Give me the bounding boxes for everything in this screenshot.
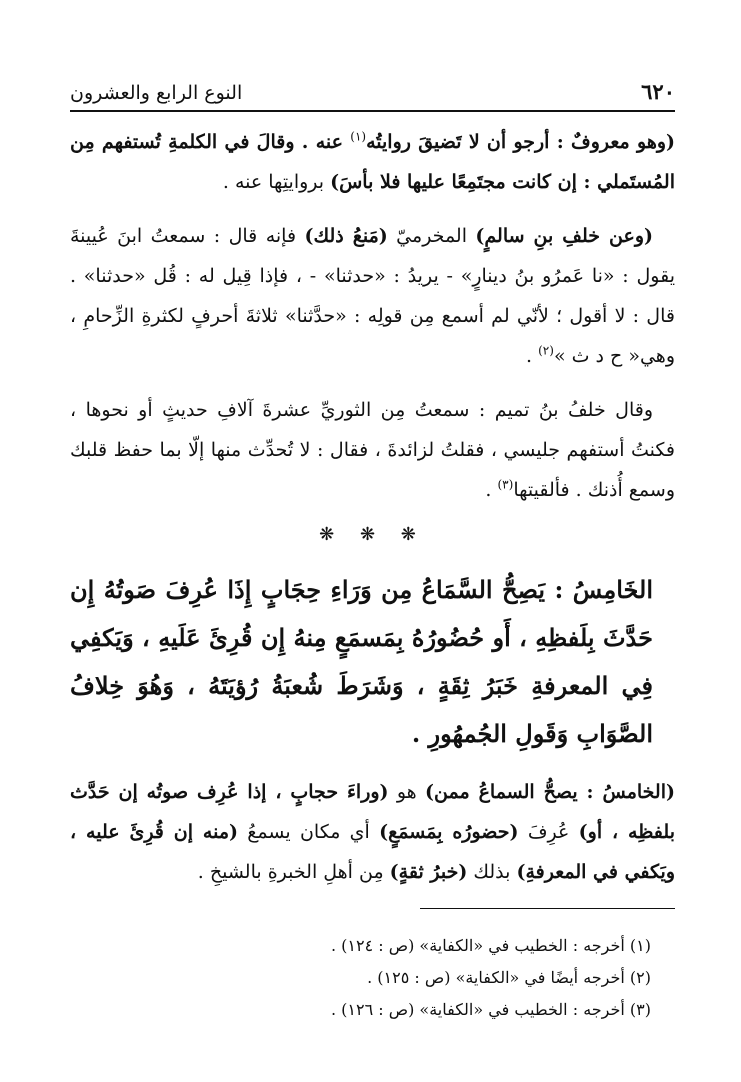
bold-text-run: (وراءَ حجابٍ ، إذا عُرِف صوتُه إن حَدَّث بلفظِه ، أو) bbox=[70, 781, 675, 843]
bold-text-run: عنه . وقالَ في الكلمةِ تُستفهم مِن المُستَملي : إن كانت مجتَمِعًا عليها فلا بأسَ) bbox=[70, 131, 675, 193]
text-run: هو bbox=[388, 781, 426, 803]
main-text-matn: الخَامِسُ : يَصِحُّ السَّمَاعُ مِن وَرَاءِ حِجَابٍ إِذَا عُرِفَ صَوتُهُ إِن حَدَّثَ بِلَفظِهِ ، أَو حُضُورُهُ بِمَسمَعٍ مِنهُ إِن قُرِئَ عَلَيهِ ، وَيَكفِي فِي المعرفةِ خَبَرُ ثِقَةٍ ، وَشَرَطَ شُعبَةُ رُؤيَتَهُ ، وَهُوَ خِلافُ الصَّوَابِ وَقَولِ الجُمهُورِ . bbox=[70, 575, 653, 748]
text-run: فإنه قال : سمعتُ ابنَ عُيينةَ يقول : «نا عَمرُو بنُ دينارٍ» - يريدُ : «حدثنا» - ، فإذا قِيل له : قُل «حدثنا» . قال : لا أقول ؛ لأنّي لم أسمع مِن قولِه : «حدَّثنا» ثلاثةَ أحرفٍ لكثرةِ الزِّحامِ ، وهي« ح د ث » bbox=[70, 225, 675, 367]
text-run: أي مكان يسمعُ bbox=[238, 821, 380, 843]
footnote-reference: (٢) bbox=[538, 343, 554, 358]
text-run: . bbox=[485, 479, 498, 501]
bold-text-run: (وعن خلفِ بنِ سالمٍ) bbox=[475, 225, 653, 247]
bold-text-run: (وهو معروفٌ : أرجو أن لا تَضيقَ روايتُه bbox=[366, 131, 676, 153]
footnote-1: (١) أخرجه : الخطيب في «الكفاية» (ص : ١٢٤) . bbox=[330, 936, 651, 955]
header-rule bbox=[70, 110, 675, 112]
text-run: عُرِفَ bbox=[518, 821, 579, 843]
page-content bbox=[70, 122, 675, 906]
page-number: ٦٢٠ bbox=[641, 79, 675, 104]
paragraph-3 bbox=[70, 390, 675, 510]
paragraph-2 bbox=[70, 216, 675, 376]
text-run: . bbox=[526, 345, 539, 367]
bold-text-run: (الخامسُ : يصحُّ السماعُ ممن) bbox=[425, 781, 675, 803]
text-run: بروايتِها عنه . bbox=[222, 171, 331, 193]
text-run: وقال خلفُ بنُ تميم : سمعتُ مِن الثوريِّ عشرةَ آلافِ حديثٍ أو نحوها ، فكنتُ أستفهم جليسي ، فقلتُ لزائدةَ ، فقال : لا تُحدِّث منها إلّا بما حفظ قلبك وسمع أُذنك . فألقيتها bbox=[70, 399, 675, 501]
footnote-reference: (٣) bbox=[497, 477, 514, 492]
text-run: مِن أهلِ الخبرةِ بالشيخِ . bbox=[197, 861, 390, 883]
text-run: بذلك bbox=[467, 861, 517, 883]
footnotes bbox=[70, 930, 675, 1026]
page-header bbox=[70, 70, 675, 104]
running-title: النوع الرابع والعشرون bbox=[70, 82, 243, 104]
footnote-2: (٢) أخرجه أيضًا في «الكفاية» (ص : ١٢٥) . bbox=[367, 968, 651, 987]
footnote-reference: (١) bbox=[350, 129, 367, 144]
bold-text-run: (خبرُ ثقةٍ) bbox=[389, 861, 468, 883]
bold-text-run: (مَنعُ ذلك) bbox=[304, 225, 388, 247]
footnote-3: (٣) أخرجه : الخطيب في «الكفاية» (ص : ١٢٦) . bbox=[330, 1000, 651, 1019]
footnote-rule bbox=[420, 908, 675, 909]
book-page bbox=[70, 0, 675, 1082]
paragraph-1 bbox=[70, 122, 675, 202]
section-separator: ❋ ❋ ❋ bbox=[319, 524, 426, 545]
bold-text-run: (منه إن قُرِئَ عليه ، ويَكفي في المعرفةِ) bbox=[70, 821, 675, 883]
bold-text-run: (حضورُه بِمَسمَعٍ) bbox=[379, 821, 519, 843]
text-run: المخرميّ bbox=[387, 225, 476, 247]
commentary-paragraph bbox=[70, 772, 675, 892]
